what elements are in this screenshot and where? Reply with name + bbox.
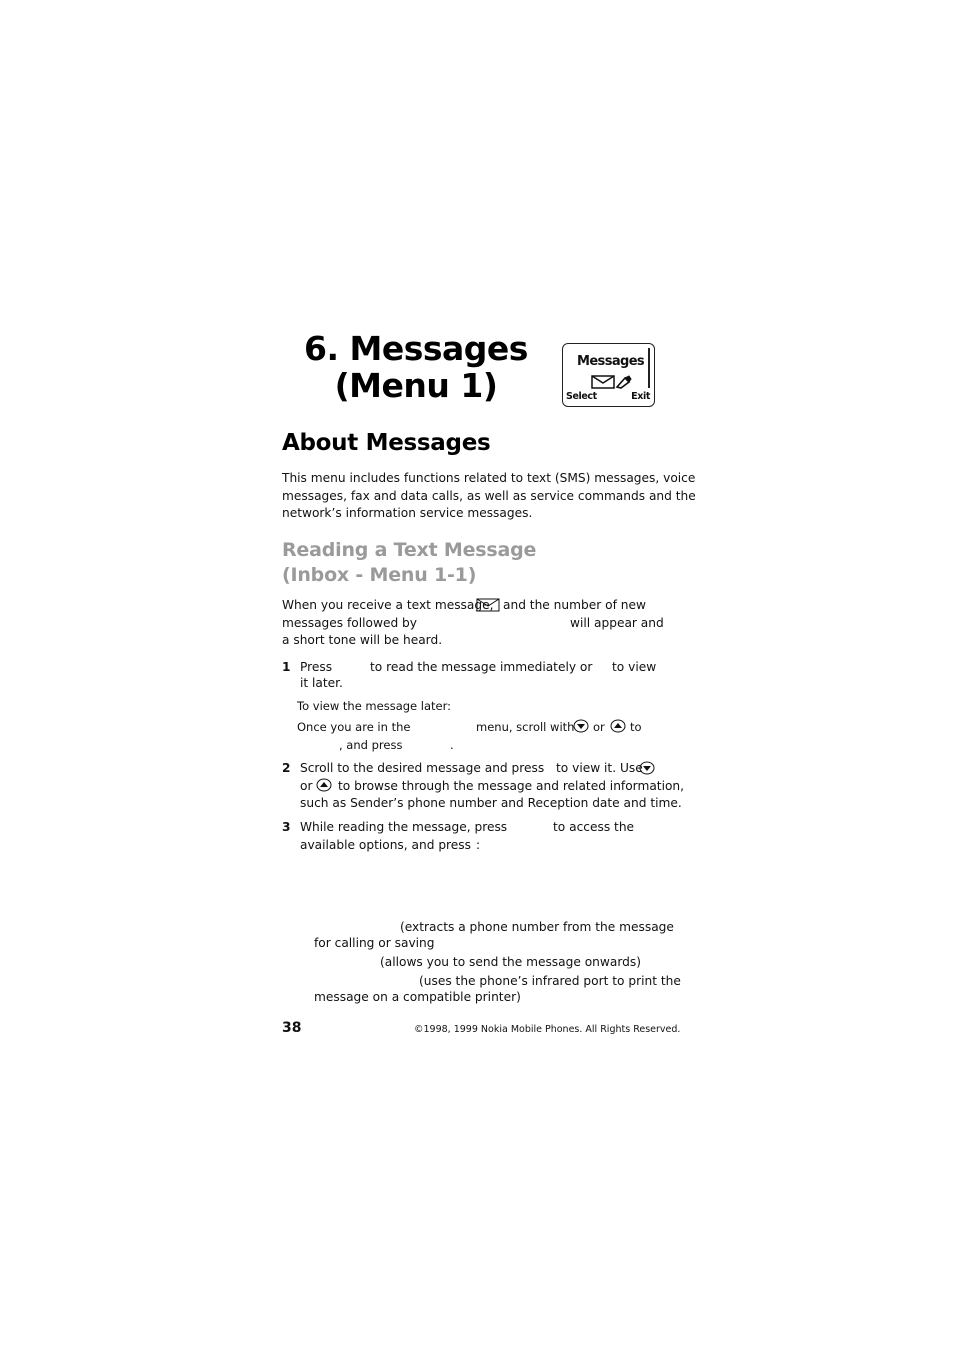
about-line-2: messages, fax and data calls, as well as service commands and the	[282, 489, 696, 503]
scroll-up-key-icon	[316, 778, 332, 792]
copyright-notice: ©1998, 1999 Nokia Mobile Phones. All Rights Reserved.	[414, 1024, 681, 1035]
chapter-title	[282, 330, 550, 404]
envelope-icon	[476, 598, 500, 612]
subsection-heading-line1: Reading a Text Message	[282, 539, 537, 561]
intro-line-1a: When you receive a text message,	[282, 598, 494, 612]
softkey-select: Select	[566, 391, 597, 402]
subsection-heading-line2: (Inbox - Menu 1-1)	[282, 564, 477, 586]
phone-screen-illustration	[562, 343, 655, 407]
step2-line-1a: Scroll to the desired message and press	[300, 761, 545, 775]
about-line-1: This menu includes functions related to text (SMS) messages, voice	[282, 471, 696, 485]
step1-note-line-2-end: .	[450, 738, 454, 752]
scroll-up-key-icon	[610, 719, 626, 733]
step1-note-line-1c: or	[593, 720, 605, 734]
step2-line-2a: or	[300, 779, 313, 793]
option1-line-2: for calling or saving	[314, 936, 435, 950]
envelope-pen-icon	[591, 375, 635, 389]
about-line-3: network’s information service messages.	[282, 506, 533, 520]
step3-line-1a: While reading the message, press	[300, 820, 508, 834]
intro-line-2a: messages followed by	[282, 616, 417, 630]
page-number: 38	[282, 1020, 302, 1036]
option3-line-1: (uses the phone’s infrared port to print the	[419, 974, 681, 988]
step1-note-line-1b: menu, scroll with	[476, 720, 575, 734]
option3-line-2: message on a compatible printer)	[314, 990, 521, 1004]
softkey-exit: Exit	[631, 391, 650, 402]
step1-note-line-1a: Once you are in the	[297, 720, 411, 734]
subsection-heading-reading	[282, 538, 536, 588]
step-number-1: 1	[282, 660, 291, 674]
step3-line-2a: available options, and press	[300, 838, 471, 852]
option2-line-1: (allows you to send the message onwards)	[380, 955, 641, 969]
intro-line-3: a short tone will be heard.	[282, 633, 443, 647]
intro-line-2b: will appear and	[570, 616, 664, 630]
step2-line-1b: to view it. Use	[556, 761, 643, 775]
section-heading-about: About Messages	[282, 430, 491, 456]
scroll-down-key-icon	[639, 761, 655, 775]
step1-line-1b: to read the message immediately or	[370, 660, 593, 674]
chapter-title-line1: 6. Messages	[304, 329, 528, 368]
phone-screen-title: Messages	[577, 354, 645, 369]
step2-line-2b: to browse through the message and related information,	[338, 779, 685, 793]
step2-line-3: such as Sender’s phone number and Reception date and time.	[300, 796, 682, 810]
step1-note-line-2: , and press	[339, 738, 403, 752]
intro-line-1b: and the number of new	[503, 598, 646, 612]
chapter-title-line2: (Menu 1)	[334, 366, 498, 405]
step1-line-2: it later.	[300, 676, 343, 690]
option1-line-1: (extracts a phone number from the message	[400, 920, 674, 934]
step1-note-title: To view the message later:	[297, 699, 451, 713]
step1-note-line-1d: to	[630, 720, 642, 734]
step1-line-1a: Press	[300, 660, 333, 674]
step3-line-2b: :	[476, 838, 481, 852]
scroll-down-key-icon	[573, 719, 589, 733]
step3-line-1b: to access the	[553, 820, 635, 834]
scrollbar-indicator	[648, 348, 650, 388]
step-number-3: 3	[282, 820, 291, 834]
step1-line-1c: to view	[612, 660, 657, 674]
step-number-2: 2	[282, 761, 291, 775]
